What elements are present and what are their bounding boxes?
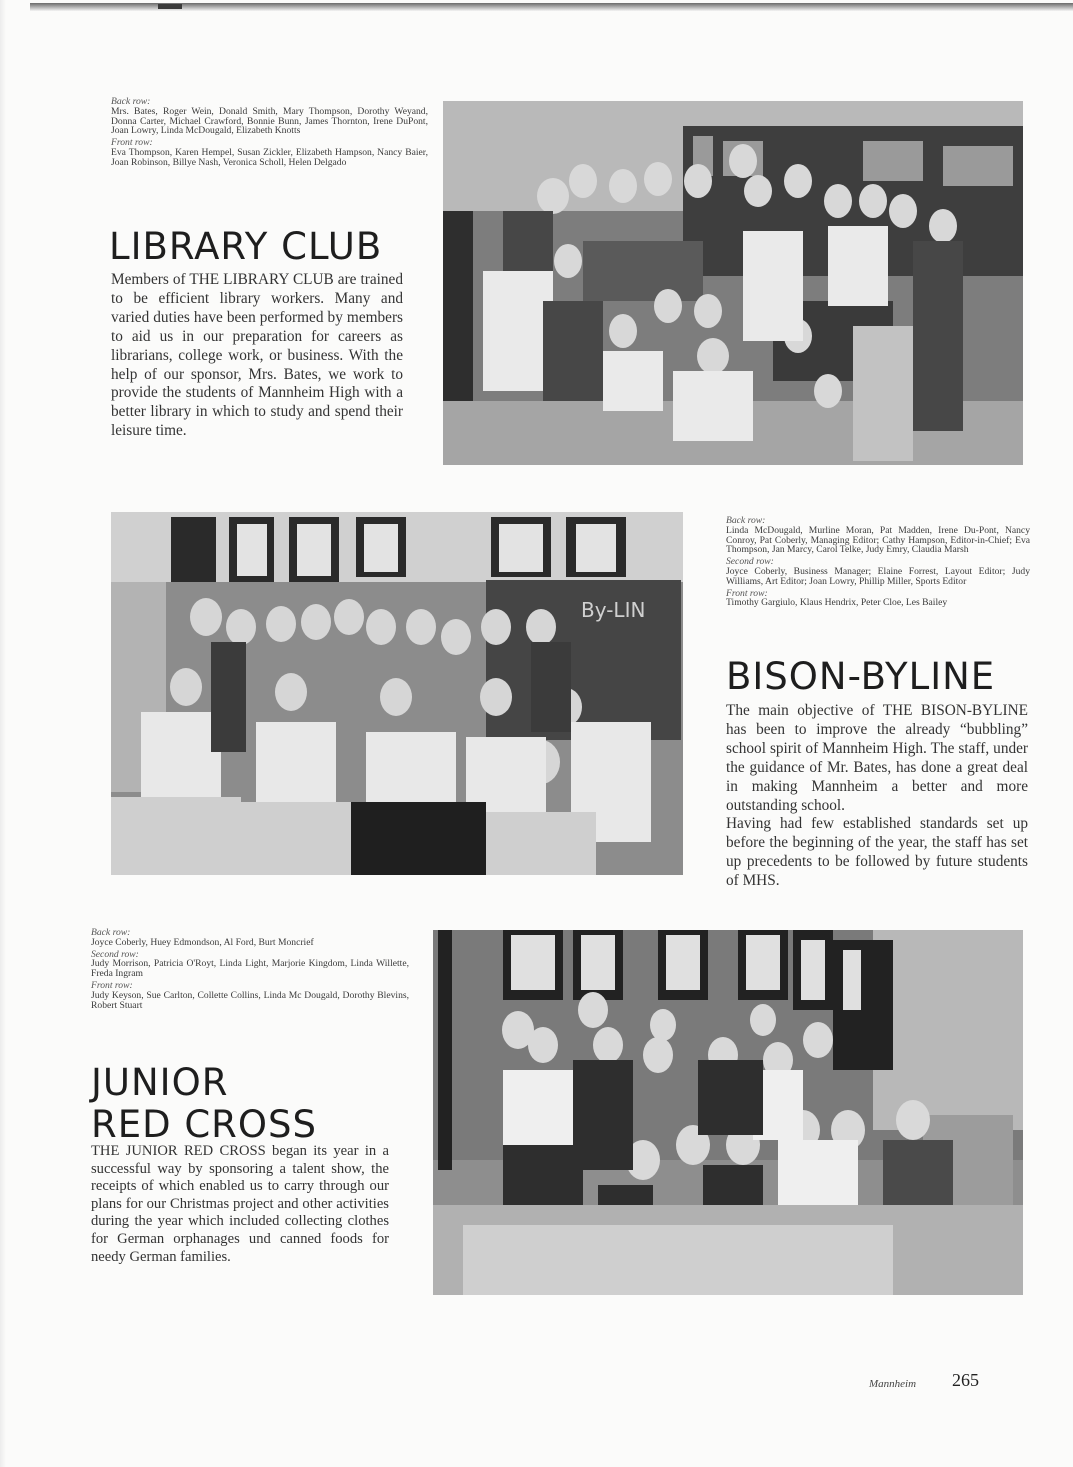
library-club-body: Members of THE LIBRARY CLUB are trained to be efficient library workers. Many and varied duties have been performed by members to aid us in our preparation for careers as librarians, college work, or business. With the help of our sponsor, Mrs. Bates, we work to provide the students of Mannheim High with a better library in which to study and spend their leisure time. [111, 271, 403, 440]
caption-names: Judy Keyson, Sue Carlton, Collette Collins, Linda Mc Dougald, Dorothy Blevins, Robert Stuart [91, 989, 409, 1011]
page-number: 265 [952, 1370, 979, 1390]
library-club-heading: LIBRARY CLUB [109, 225, 383, 268]
junior-red-cross-caption [91, 928, 409, 1010]
caption-names: Eva Thompson, Karen Hempel, Susan Zickler, Elizabeth Hampson, Nancy Baier, Joan Robinson, Billye Nash, Veronica Scholl, Helen Delgado [111, 146, 428, 168]
page-edge-shadow [0, 0, 6, 1467]
caption-row-label: Front row: [726, 587, 768, 599]
caption-row-label: Front row: [111, 137, 153, 149]
body-paragraph: The main objective of THE BISON-BYLINE has been to improve the already “bubbling” school spirit of Mannheim High. The staff, under the guidance of Mr. Bates, has done a great deal in making Mannheim a better and more outstanding school. [726, 702, 1028, 814]
bison-byline-body [726, 702, 1028, 891]
caption-row-label: Back row: [111, 96, 151, 107]
junior-red-cross-heading [91, 1062, 317, 1146]
heading-line: JUNIOR [91, 1061, 229, 1104]
chalkboard-text: By-LIN [581, 598, 646, 622]
caption-names: Joyce Coberly, Huey Edmondson, Al Ford, Burt Moncrief [91, 936, 314, 948]
bison-byline-photo [111, 512, 683, 875]
heading-line: RED CROSS [91, 1103, 317, 1146]
library-club-photo [443, 101, 1023, 465]
caption-row-label: Second row: [726, 556, 774, 568]
caption-row-label: Front row: [91, 979, 133, 991]
library-club-caption [111, 97, 428, 168]
caption-row-label: Second row: [91, 948, 139, 960]
junior-red-cross-photo [433, 930, 1023, 1295]
body-paragraph: Having had few established standards set up before the beginning of the year, the staff has set up precedents to be followed by future students of MHS. [726, 815, 1028, 890]
caption-row-label: Back row: [91, 927, 131, 938]
caption-names: Linda McDougald, Murline Moran, Pat Madden, Irene Du-Pont, Nancy Conroy, Pat Coberly, Managing Editor; Cathy Hampson, Editor-in-Chief; Eva Thompson, Jan Marcy, Carol Telke, Judy Emry, Claudia Marsh [726, 524, 1030, 556]
caption-row-label: Back row: [726, 515, 766, 526]
caption-names: Judy Morrison, Patricia O'Royt, Linda Light, Marjorie Kingdom, Linda Willette, Freda Ingram [91, 958, 409, 980]
caption-names: Joyce Coberly, Business Manager; Elaine Forrest, Layout Editor; Judy Williams, Art Editor; Joan Lowry, Phillip Miller, Sports Editor [726, 565, 1030, 587]
scan-top-edge [30, 3, 1073, 11]
junior-red-cross-body: THE JUNIOR RED CROSS began its year in a successful way by sponsoring a talent show, the receipts of which enabled us to carry through our plans for our Christmas project and other activities during the year which included collecting clothes for German orphanages und canned foods for needy German families. [91, 1143, 389, 1265]
footer-school-name: Mannheim [869, 1378, 917, 1390]
bison-byline-heading: BISON-BYLINE [726, 655, 996, 698]
bison-byline-caption [726, 516, 1030, 608]
caption-names: Timothy Gargiulo, Klaus Hendrix, Peter Cloe, Les Bailey [726, 597, 948, 609]
caption-names: Mrs. Bates, Roger Wein, Donald Smith, Mary Thompson, Dorothy Weyand, Donna Carter, Michael Crawford, Bonnie Bunn, James Thornton, Irene DuPont, Joan Lowry, Linda McDougald, Elizabeth Knotts [111, 105, 428, 137]
